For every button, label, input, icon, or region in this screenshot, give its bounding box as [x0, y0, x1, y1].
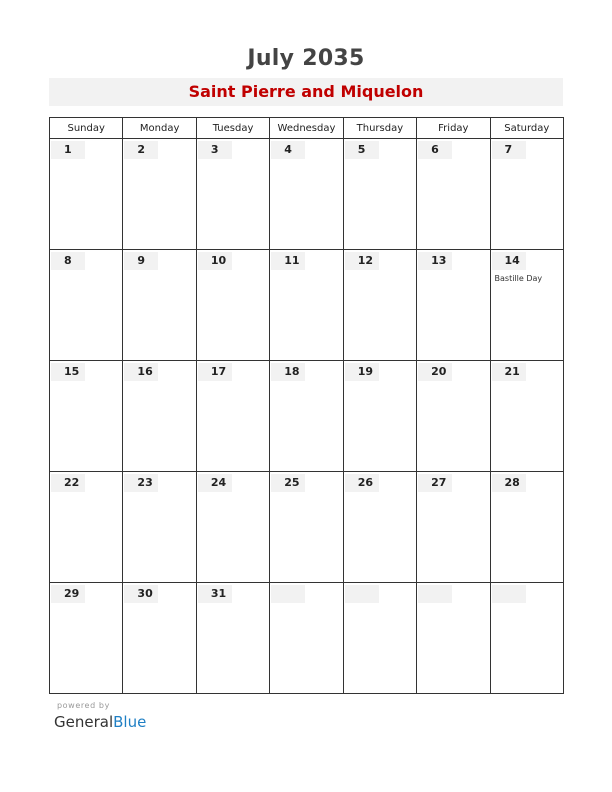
day-number: 17 — [198, 363, 232, 381]
day-cell — [417, 139, 490, 250]
day-cell — [50, 139, 123, 250]
weekday-header: Monday — [123, 118, 196, 139]
region-name: Saint Pierre and Miquelon — [188, 82, 424, 101]
day-number: 5 — [345, 141, 379, 159]
day-number: 19 — [345, 363, 379, 381]
day-number: 9 — [124, 252, 158, 270]
day-cell — [123, 250, 196, 361]
weekday-header: Saturday — [490, 118, 563, 139]
day-number: 2 — [124, 141, 158, 159]
day-cell — [490, 361, 563, 472]
day-cell — [270, 139, 343, 250]
day-number: 31 — [198, 585, 232, 603]
day-number: 11 — [271, 252, 305, 270]
weekday-header: Tuesday — [196, 118, 269, 139]
day-cell — [196, 139, 269, 250]
day-number: 13 — [418, 252, 452, 270]
day-cell — [343, 139, 416, 250]
day-cell — [196, 472, 269, 583]
weekday-header: Friday — [417, 118, 490, 139]
powered-by-text: powered by — [57, 701, 110, 710]
day-number: 24 — [198, 474, 232, 492]
day-number: 22 — [51, 474, 85, 492]
day-number: 15 — [51, 363, 85, 381]
day-cell — [417, 250, 490, 361]
day-cell — [490, 139, 563, 250]
day-number-placeholder — [492, 585, 526, 603]
weekday-header: Thursday — [343, 118, 416, 139]
brand-general: General — [54, 713, 114, 731]
day-number: 12 — [345, 252, 379, 270]
day-number: 7 — [492, 141, 526, 159]
day-cell — [343, 361, 416, 472]
day-cell — [50, 472, 123, 583]
day-cell — [196, 583, 269, 694]
day-number: 4 — [271, 141, 305, 159]
day-cell — [343, 472, 416, 583]
day-cell — [417, 361, 490, 472]
day-cell — [417, 472, 490, 583]
day-number: 3 — [198, 141, 232, 159]
day-cell — [50, 250, 123, 361]
day-number: 23 — [124, 474, 158, 492]
day-number: 10 — [198, 252, 232, 270]
day-cell — [490, 472, 563, 583]
empty-day-cell — [343, 583, 416, 694]
day-number: 18 — [271, 363, 305, 381]
week-row — [50, 250, 564, 361]
day-cell — [270, 250, 343, 361]
week-row — [50, 472, 564, 583]
holiday-label: Bastille Day — [494, 274, 543, 283]
empty-day-cell — [490, 583, 563, 694]
day-cell — [50, 361, 123, 472]
day-cell — [270, 361, 343, 472]
day-number: 30 — [124, 585, 158, 603]
week-row — [50, 583, 564, 694]
day-number: 1 — [51, 141, 85, 159]
day-number-placeholder — [345, 585, 379, 603]
weekday-header: Sunday — [50, 118, 123, 139]
week-row — [50, 361, 564, 472]
empty-day-cell — [417, 583, 490, 694]
day-cell — [490, 250, 563, 361]
day-number: 20 — [418, 363, 452, 381]
day-number: 8 — [51, 252, 85, 270]
day-number: 26 — [345, 474, 379, 492]
day-number: 21 — [492, 363, 526, 381]
day-cell — [196, 250, 269, 361]
weekday-header: Wednesday — [270, 118, 343, 139]
day-cell — [123, 139, 196, 250]
day-cell — [123, 361, 196, 472]
calendar-grid — [49, 117, 564, 694]
day-cell — [50, 583, 123, 694]
day-number: 29 — [51, 585, 85, 603]
day-number: 28 — [492, 474, 526, 492]
brand-logo[interactable] — [54, 713, 146, 731]
empty-day-cell — [270, 583, 343, 694]
day-cell — [270, 472, 343, 583]
week-row — [50, 139, 564, 250]
brand-blue: Blue — [113, 713, 147, 731]
day-number: 14 — [492, 252, 526, 270]
day-cell — [196, 361, 269, 472]
day-number-placeholder — [271, 585, 305, 603]
day-number: 25 — [271, 474, 305, 492]
day-number: 27 — [418, 474, 452, 492]
day-cell — [123, 472, 196, 583]
calendar-title: July 2035 — [247, 46, 365, 71]
day-number: 16 — [124, 363, 158, 381]
day-cell — [343, 250, 416, 361]
day-number: 6 — [418, 141, 452, 159]
day-number-placeholder — [418, 585, 452, 603]
weekday-header-row — [50, 118, 564, 139]
day-cell — [123, 583, 196, 694]
